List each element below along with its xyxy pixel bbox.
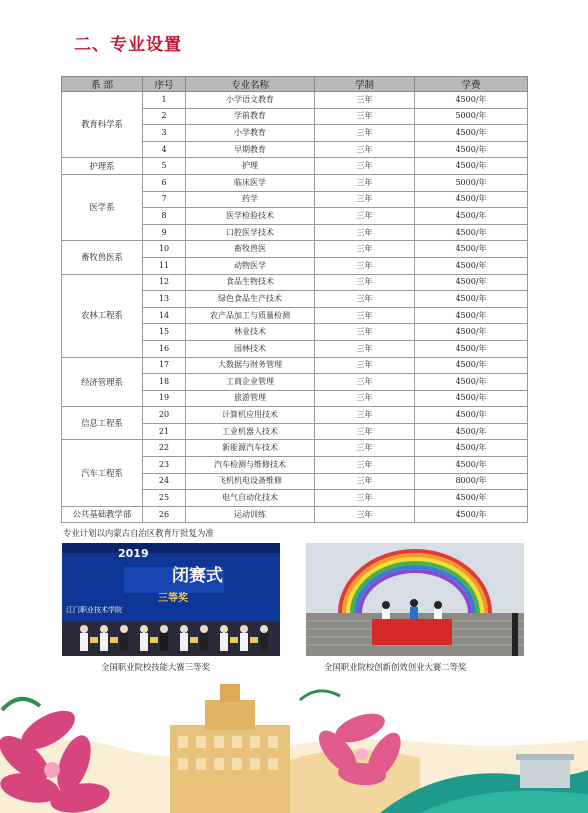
major-number-cell: 12 [143, 274, 186, 291]
award-photo-skills-competition [62, 543, 280, 656]
major-number-cell: 2 [143, 108, 186, 125]
photo-award-text: 三等奖 [158, 593, 188, 604]
major-name-cell: 学前教育 [186, 108, 315, 125]
major-name-cell: 飞机机电设备维修 [186, 473, 315, 490]
table-row [62, 357, 528, 374]
section-title: 二、专业设置 [74, 35, 182, 55]
major-duration-cell: 三年 [315, 490, 415, 507]
major-tuition-cell: 4500/年 [415, 208, 528, 225]
major-duration-cell: 三年 [315, 291, 415, 308]
major-number-cell: 6 [143, 174, 186, 191]
major-name-cell: 农产品加工与质量检测 [186, 307, 315, 324]
major-number-cell: 26 [143, 506, 186, 523]
table-header-row [62, 77, 528, 92]
major-tuition-cell: 4500/年 [415, 241, 528, 258]
major-number-cell: 5 [143, 158, 186, 175]
major-name-cell: 运动训练 [186, 506, 315, 523]
major-tuition-cell: 4500/年 [415, 423, 528, 440]
footer-decoration-illustration [0, 670, 588, 813]
award-photo-innovation-competition [306, 543, 524, 656]
major-number-cell: 16 [143, 340, 186, 357]
major-number-cell: 15 [143, 324, 186, 341]
major-tuition-cell: 4500/年 [415, 92, 528, 109]
table-row [62, 158, 528, 175]
major-tuition-cell: 4500/年 [415, 291, 528, 308]
major-duration-cell: 三年 [315, 274, 415, 291]
department-cell: 信息工程系 [62, 407, 143, 440]
major-number-cell: 1 [143, 92, 186, 109]
major-duration-cell: 三年 [315, 473, 415, 490]
major-name-cell: 大数据与财务管理 [186, 357, 315, 374]
major-duration-cell: 三年 [315, 390, 415, 407]
major-duration-cell: 三年 [315, 191, 415, 208]
major-tuition-cell: 4500/年 [415, 490, 528, 507]
major-duration-cell: 三年 [315, 506, 415, 523]
major-name-cell: 园林技术 [186, 340, 315, 357]
major-name-cell: 临床医学 [186, 174, 315, 191]
header-tuition: 学费 [415, 77, 528, 92]
major-name-cell: 口腔医学技术 [186, 224, 315, 241]
major-tuition-cell: 4500/年 [415, 307, 528, 324]
major-tuition-cell: 4500/年 [415, 141, 528, 158]
major-name-cell: 工业机器人技术 [186, 423, 315, 440]
major-name-cell: 护理 [186, 158, 315, 175]
major-name-cell: 林业技术 [186, 324, 315, 341]
header-major-name: 专业名称 [186, 77, 315, 92]
major-name-cell: 计算机应用技术 [186, 407, 315, 424]
major-duration-cell: 三年 [315, 423, 415, 440]
table-row [62, 274, 528, 291]
major-number-cell: 21 [143, 423, 186, 440]
table-row [62, 407, 528, 424]
major-duration-cell: 三年 [315, 257, 415, 274]
major-tuition-cell: 4500/年 [415, 257, 528, 274]
major-tuition-cell: 4500/年 [415, 324, 528, 341]
major-duration-cell: 三年 [315, 407, 415, 424]
major-name-cell: 绿色食品生产技术 [186, 291, 315, 308]
major-number-cell: 4 [143, 141, 186, 158]
major-name-cell: 早期教育 [186, 141, 315, 158]
campus-rainbow-photo-illustration [306, 543, 524, 656]
major-duration-cell: 三年 [315, 340, 415, 357]
department-cell: 公共基础教学部 [62, 506, 143, 523]
major-number-cell: 25 [143, 490, 186, 507]
major-tuition-cell: 5000/年 [415, 174, 528, 191]
major-tuition-cell: 4500/年 [415, 125, 528, 142]
major-duration-cell: 三年 [315, 141, 415, 158]
major-tuition-cell: 4500/年 [415, 224, 528, 241]
major-number-cell: 19 [143, 390, 186, 407]
major-number-cell: 14 [143, 307, 186, 324]
major-number-cell: 3 [143, 125, 186, 142]
major-number-cell: 9 [143, 224, 186, 241]
major-tuition-cell: 4500/年 [415, 457, 528, 474]
department-cell: 农林工程系 [62, 274, 143, 357]
major-number-cell: 7 [143, 191, 186, 208]
major-name-cell: 小学语文教育 [186, 92, 315, 109]
major-duration-cell: 三年 [315, 92, 415, 109]
major-duration-cell: 三年 [315, 125, 415, 142]
table-row [62, 506, 528, 523]
major-duration-cell: 三年 [315, 208, 415, 225]
major-name-cell: 食品生物技术 [186, 274, 315, 291]
plan-note: 专业计划以内蒙古自治区教育厅批复为准 [63, 528, 214, 538]
major-tuition-cell: 8000/年 [415, 473, 528, 490]
major-name-cell: 畜牧兽医 [186, 241, 315, 258]
major-name-cell: 工商企业管理 [186, 374, 315, 391]
major-name-cell: 动物医学 [186, 257, 315, 274]
major-duration-cell: 三年 [315, 174, 415, 191]
header-department: 系 部 [62, 77, 143, 92]
major-duration-cell: 三年 [315, 440, 415, 457]
major-name-cell: 医学检验技术 [186, 208, 315, 225]
major-duration-cell: 三年 [315, 224, 415, 241]
major-tuition-cell: 4500/年 [415, 374, 528, 391]
major-tuition-cell: 5000/年 [415, 108, 528, 125]
header-duration: 学制 [315, 77, 415, 92]
major-duration-cell: 三年 [315, 357, 415, 374]
major-name-cell: 旅游管理 [186, 390, 315, 407]
major-tuition-cell: 4500/年 [415, 407, 528, 424]
major-tuition-cell: 4500/年 [415, 191, 528, 208]
major-tuition-cell: 4500/年 [415, 274, 528, 291]
majors-table-body [62, 92, 528, 523]
major-number-cell: 22 [143, 440, 186, 457]
major-duration-cell: 三年 [315, 374, 415, 391]
major-number-cell: 11 [143, 257, 186, 274]
major-name-cell: 药学 [186, 191, 315, 208]
photo-event-title: 闭赛式 [172, 566, 223, 586]
department-cell: 医学系 [62, 174, 143, 240]
major-number-cell: 10 [143, 241, 186, 258]
major-duration-cell: 三年 [315, 241, 415, 258]
photo-year: 2019 [118, 547, 149, 560]
major-name-cell: 小学教育 [186, 125, 315, 142]
major-name-cell: 新能源汽车技术 [186, 440, 315, 457]
photo-caption-left: 全国职业院校技能大赛三等奖 [101, 662, 210, 672]
major-tuition-cell: 4500/年 [415, 440, 528, 457]
major-duration-cell: 三年 [315, 108, 415, 125]
major-duration-cell: 三年 [315, 457, 415, 474]
major-tuition-cell: 4500/年 [415, 357, 528, 374]
major-tuition-cell: 4500/年 [415, 340, 528, 357]
header-number: 序号 [143, 77, 186, 92]
major-duration-cell: 三年 [315, 324, 415, 341]
major-number-cell: 18 [143, 374, 186, 391]
major-tuition-cell: 4500/年 [415, 158, 528, 175]
table-row [62, 174, 528, 191]
department-cell: 经济管理系 [62, 357, 143, 407]
department-cell: 护理系 [62, 158, 143, 175]
major-number-cell: 17 [143, 357, 186, 374]
major-name-cell: 汽车检测与维修技术 [186, 457, 315, 474]
table-row [62, 440, 528, 457]
major-tuition-cell: 4500/年 [415, 390, 528, 407]
department-cell: 畜牧兽医系 [62, 241, 143, 274]
major-number-cell: 23 [143, 457, 186, 474]
department-cell: 教育科学系 [62, 92, 143, 158]
table-row [62, 92, 528, 109]
table-row [62, 241, 528, 258]
majors-table [61, 76, 528, 523]
photo-school-name: 江门职业技术学院 [66, 606, 122, 614]
major-number-cell: 20 [143, 407, 186, 424]
major-duration-cell: 三年 [315, 158, 415, 175]
photo-caption-right: 全国职业院校创新创效创业大赛二等奖 [324, 662, 467, 672]
major-number-cell: 13 [143, 291, 186, 308]
major-number-cell: 8 [143, 208, 186, 225]
major-duration-cell: 三年 [315, 307, 415, 324]
major-number-cell: 24 [143, 473, 186, 490]
major-tuition-cell: 4500/年 [415, 506, 528, 523]
major-name-cell: 电气自动化技术 [186, 490, 315, 507]
department-cell: 汽车工程系 [62, 440, 143, 506]
